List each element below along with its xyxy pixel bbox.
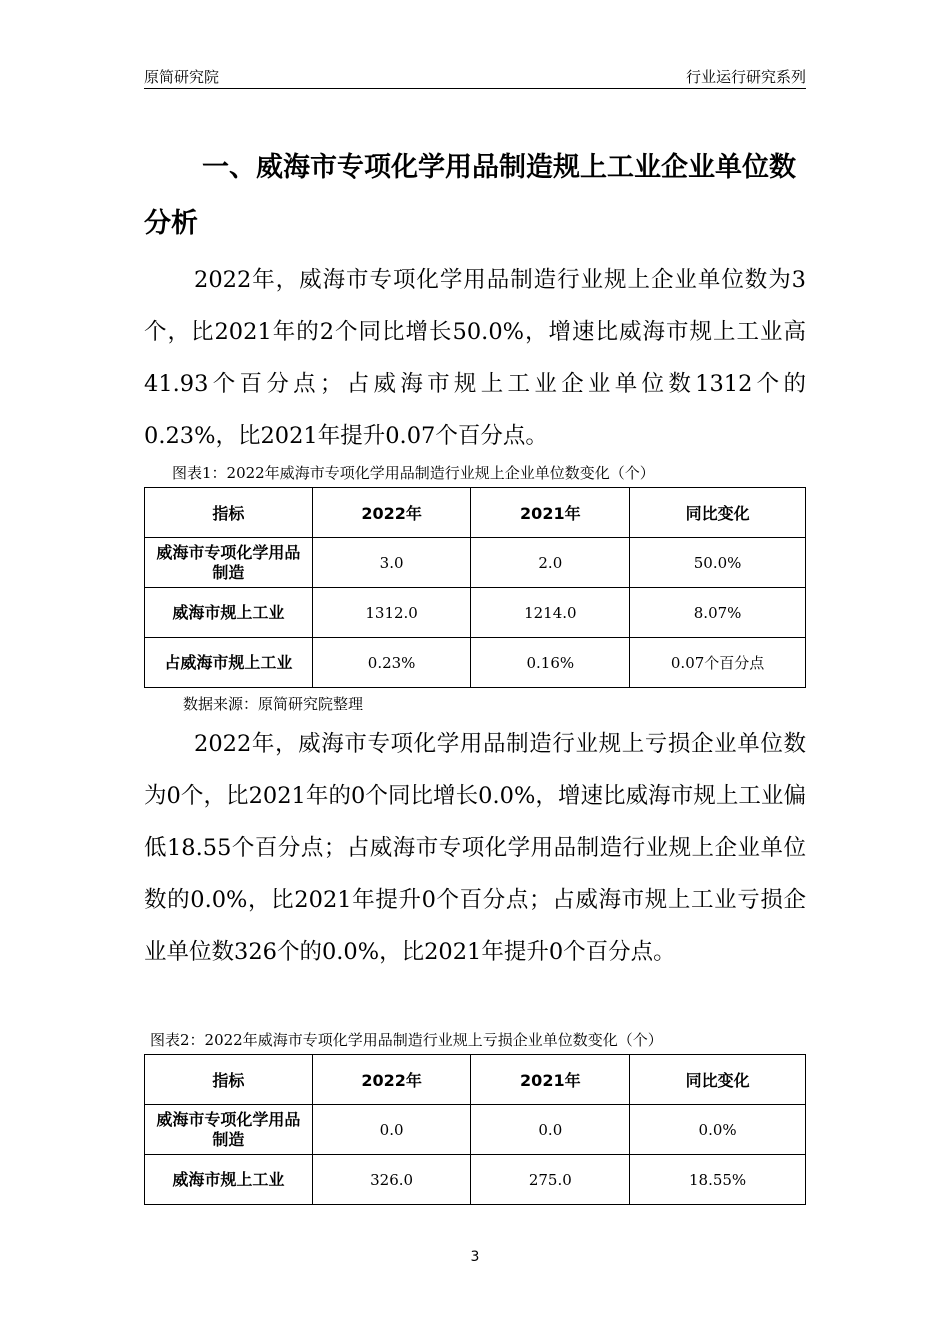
table2 bbox=[144, 1054, 806, 1205]
paragraph-2: 2022年，威海市专项化学用品制造行业规上亏损企业单位数为0个，比2021年的0个同比增长0.0%，增速比威海市规上工业偏低18.55个百分点；占威海市专项化学用品制造行业规上企业单位数的0.0%，比2021年提升0个百分点；占威海市规上工业亏损企业单位数326个的0.0%，比2021年提升0个百分点。 bbox=[144, 731, 806, 965]
table-cell: 50.0% bbox=[630, 538, 806, 588]
header-cell: 2022年 bbox=[312, 488, 471, 538]
row-label: 威海市规上工业 bbox=[145, 588, 313, 638]
row-label: 占威海市规上工业 bbox=[145, 638, 313, 688]
section-heading: 一、威海市专项化学用品制造规上工业企业单位数分析 bbox=[144, 152, 796, 239]
table1-source: 数据来源：原简研究院整理 bbox=[183, 695, 364, 713]
table-cell: 3.0 bbox=[312, 538, 471, 588]
row-label: 威海市专项化学用品制造 bbox=[145, 538, 313, 588]
table-cell: 0.0 bbox=[312, 1105, 471, 1155]
table2-caption: 图表2：2022年威海市专项化学用品制造行业规上亏损企业单位数变化（个） bbox=[150, 1031, 663, 1049]
table-row bbox=[145, 1105, 806, 1155]
table-row bbox=[145, 588, 806, 638]
table-cell: 275.0 bbox=[471, 1155, 630, 1205]
table-row bbox=[145, 1155, 806, 1205]
header-divider bbox=[144, 88, 806, 89]
table-cell: 0.07个百分点 bbox=[630, 638, 806, 688]
header-cell: 同比变化 bbox=[630, 488, 806, 538]
table-cell: 1312.0 bbox=[312, 588, 471, 638]
header-cell: 2021年 bbox=[471, 1055, 630, 1105]
header-cell: 2021年 bbox=[471, 488, 630, 538]
table-row bbox=[145, 638, 806, 688]
table-cell: 0.0 bbox=[471, 1105, 630, 1155]
header-cell: 同比变化 bbox=[630, 1055, 806, 1105]
table-cell: 326.0 bbox=[312, 1155, 471, 1205]
table-header-row bbox=[145, 1055, 806, 1105]
header-org: 原简研究院 bbox=[144, 68, 220, 86]
table-cell: 2.0 bbox=[471, 538, 630, 588]
table-row bbox=[145, 538, 806, 588]
table1 bbox=[144, 487, 806, 688]
header-cell: 2022年 bbox=[312, 1055, 471, 1105]
header-cell: 指标 bbox=[145, 488, 313, 538]
table-cell: 1214.0 bbox=[471, 588, 630, 638]
page-number: 3 bbox=[470, 1249, 480, 1265]
table1-caption: 图表1：2022年威海市专项化学用品制造行业规上企业单位数变化（个） bbox=[172, 464, 655, 482]
table-header-row bbox=[145, 488, 806, 538]
header-series: 行业运行研究系列 bbox=[685, 68, 806, 86]
table-cell: 0.16% bbox=[471, 638, 630, 688]
header-cell: 指标 bbox=[145, 1055, 313, 1105]
table-cell: 8.07% bbox=[630, 588, 806, 638]
table-cell: 0.0% bbox=[630, 1105, 806, 1155]
row-label: 威海市规上工业 bbox=[145, 1155, 313, 1205]
table-cell: 0.23% bbox=[312, 638, 471, 688]
row-label: 威海市专项化学用品制造 bbox=[145, 1105, 313, 1155]
table-cell: 18.55% bbox=[630, 1155, 806, 1205]
paragraph-1: 2022年，威海市专项化学用品制造行业规上企业单位数为3个，比2021年的2个同比增长50.0%，增速比威海市规上工业高41.93个百分点；占威海市规上工业企业单位数1312个的0.23%，比2021年提升0.07个百分点。 bbox=[144, 267, 806, 449]
